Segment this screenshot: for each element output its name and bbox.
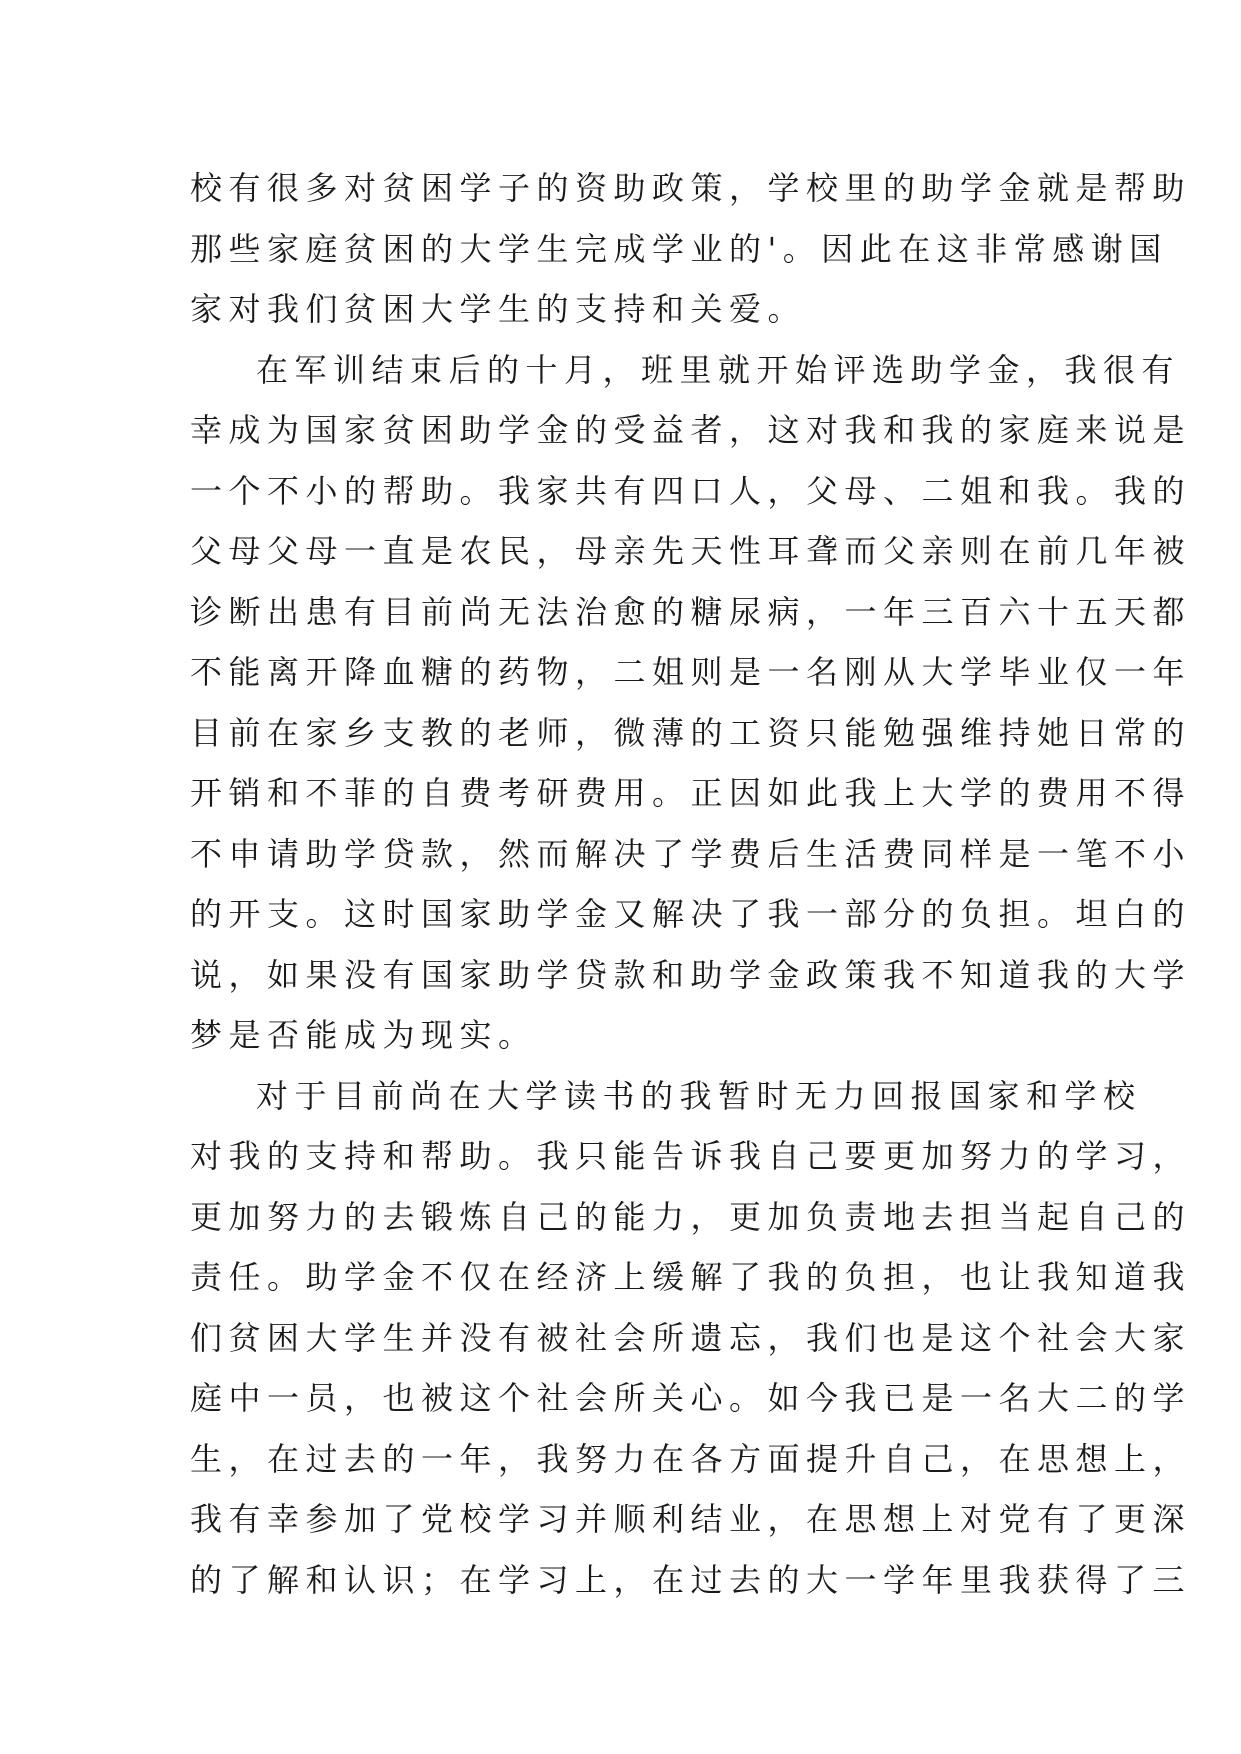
text-line: 说，如果没有国家助学贷款和助学金政策我不知道我的大学: [190, 955, 1192, 994]
text-line: 不申请助学贷款，然而解决了学费后生活费同样是一笔不小: [190, 834, 1192, 873]
text-line: 梦是否能成为现实。: [190, 1016, 537, 1054]
text-line: 那些家庭贫困的大学生完成学业的'。因此在这非常感谢国: [190, 229, 1168, 268]
text-line: 家对我们贫困大学生的支持和关爱。: [190, 290, 807, 328]
text-line: 校有很多对贫困学子的资助政策，学校里的助学金就是帮助: [190, 169, 1192, 207]
text-line: 一个不小的帮助。我家共有四口人，父母、二姐和我。我的: [190, 471, 1192, 510]
text-line: 的了解和认识；在学习上，在过去的大一学年里我获得了三: [190, 1560, 1192, 1599]
body-text: [190, 158, 1192, 1610]
text-line: 诊断出患有目前尚无法治愈的糖尿病，一年三百六十五天都: [190, 592, 1192, 631]
text-line: 们贫困大学生并没有被社会所遗忘，我们也是这个社会大家: [190, 1318, 1192, 1357]
paragraph-first-line: 对于目前尚在大学读书的我暂时无力回报国家和学校: [256, 1076, 1142, 1115]
text-line: 责任。助学金不仅在经济上缓解了我的负担，也让我知道我: [190, 1258, 1192, 1296]
paragraph-first-line: 在军训结束后的十月，班里就开始评选助学金，我很有: [256, 350, 1181, 389]
text-line: 更加努力的去锻炼自己的能力，更加负责地去担当起自己的: [190, 1197, 1192, 1236]
text-line: 不能离开降血糖的药物，二姐则是一名刚从大学毕业仅一年: [190, 653, 1192, 691]
text-line: 幸成为国家贫困助学金的受益者，这对我和我的家庭来说是: [190, 411, 1192, 449]
text-line: 的开支。这时国家助学金又解决了我一部分的负担。坦白的: [190, 895, 1192, 933]
text-line: 父母父母一直是农民，母亲先天性耳聋而父亲则在前几年被: [190, 532, 1192, 570]
text-line: 对我的支持和帮助。我只能告诉我自己要更加努力的学习，: [190, 1137, 1192, 1175]
text-line: 目前在家乡支教的老师，微薄的工资只能勉强维持她日常的: [190, 713, 1192, 752]
text-line: 庭中一员，也被这个社会所关心。如今我已是一名大二的学: [190, 1379, 1192, 1417]
text-line: 开销和不菲的自费考研费用。正因如此我上大学的费用不得: [190, 774, 1192, 812]
text-line: 我有幸参加了党校学习并顺利结业，在思想上对党有了更深: [190, 1500, 1192, 1538]
text-line: 生，在过去的一年，我努力在各方面提升自己，在思想上，: [190, 1439, 1192, 1478]
